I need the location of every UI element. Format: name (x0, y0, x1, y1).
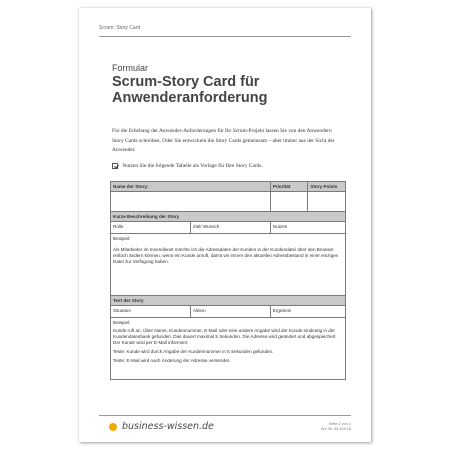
checkbox-icon (112, 163, 118, 169)
test-fields-row (111, 305, 346, 317)
example-text: Als Mitarbeiter im Innendienst möchte ich die Adressdaten der Kunden in der Kundendatei über den Browser einfach ändern können, wenn ein Kunde anruft, damit wir immer den aktuellen Adressbestand in einer einzigen Datei zur Verfügung haben. (113, 247, 339, 264)
story-points-header: Story Points (308, 182, 346, 192)
result-cell[interactable]: Ergebnis (270, 305, 345, 317)
goal-cell[interactable]: Ziel/ Wunsch (190, 221, 270, 233)
test-line-2: Teste: E-Mail wird nach Änderung der Adresse versendet. (113, 357, 231, 363)
story-card-table (110, 181, 346, 380)
test-section-row (111, 295, 346, 305)
situation-cell[interactable]: Situation (111, 305, 191, 317)
document-subtitle: Formular (112, 63, 149, 73)
page-number: Seite 1 von 1 (328, 422, 351, 426)
document-page (79, 8, 371, 442)
test-example-label: Beispiel: (113, 319, 131, 325)
benefit-cell[interactable]: Nutzen (270, 221, 345, 233)
article-number: Art.-Nr. 99.143.18 (321, 427, 351, 431)
test-line-1: Teste: Kunde wird durch Angabe der Kundennummer in 5 Sekunden gefunden. (113, 348, 274, 354)
footer-divider (99, 415, 351, 416)
test-section-header: Test der Story (111, 295, 346, 305)
document-title: Scrum-Story Card für Anwenderanforderung (112, 74, 268, 106)
description-example-row (111, 233, 346, 295)
test-example-text: Kunde ruft an. Über Name, Kundennummer, E-Mail oder eine andere Angabe wird der Kunde eindeutig in der Kundendatenbank gefunden. Das dauert maximal 5 Sekunden. Die Adresse wird geändert und abgespeichert. Der Kunde wird per E-Mail informiert. (113, 328, 337, 345)
footer-page-info (321, 422, 351, 432)
header-divider (99, 36, 351, 37)
priority-cell[interactable] (270, 191, 308, 211)
description-example-cell[interactable] (111, 233, 346, 295)
test-example-row (111, 317, 346, 379)
footer-logo[interactable] (109, 421, 214, 432)
test-example-cell[interactable] (111, 317, 346, 379)
description-section-header: Kurze Beschreibung der Story (111, 211, 346, 221)
logo-dot-icon (109, 423, 117, 431)
action-cell[interactable]: Aktion (190, 305, 270, 317)
story-header-row (111, 182, 346, 192)
story-name-input-row (111, 191, 346, 211)
intro-paragraph: Für die Erhebung der Anwender-Anforderungen für Ihr Scrum-Projekt lassen Sie von den Anwendern Story Cards schreiben. Oder Sie entwickeln die Story Cards gemeinsam – aber immer aus der Sicht der Anwender. (112, 128, 335, 154)
template-note-text: Nutzen Sie die folgende Tabelle als Vorlage für Ihre Story Cards. (122, 163, 263, 169)
logo-text: business-wissen.de (122, 421, 214, 432)
story-points-cell[interactable] (308, 191, 346, 211)
template-note (112, 163, 263, 169)
description-fields-row (111, 221, 346, 233)
priority-header: Priorität (270, 182, 308, 192)
story-name-cell[interactable] (111, 191, 271, 211)
document-header-label: Scrum: Story Card (99, 25, 141, 31)
description-section-row (111, 211, 346, 221)
role-cell[interactable]: Rolle (111, 221, 191, 233)
example-label: Beispiel: (113, 235, 131, 241)
story-name-header: Name der Story: (111, 182, 271, 192)
